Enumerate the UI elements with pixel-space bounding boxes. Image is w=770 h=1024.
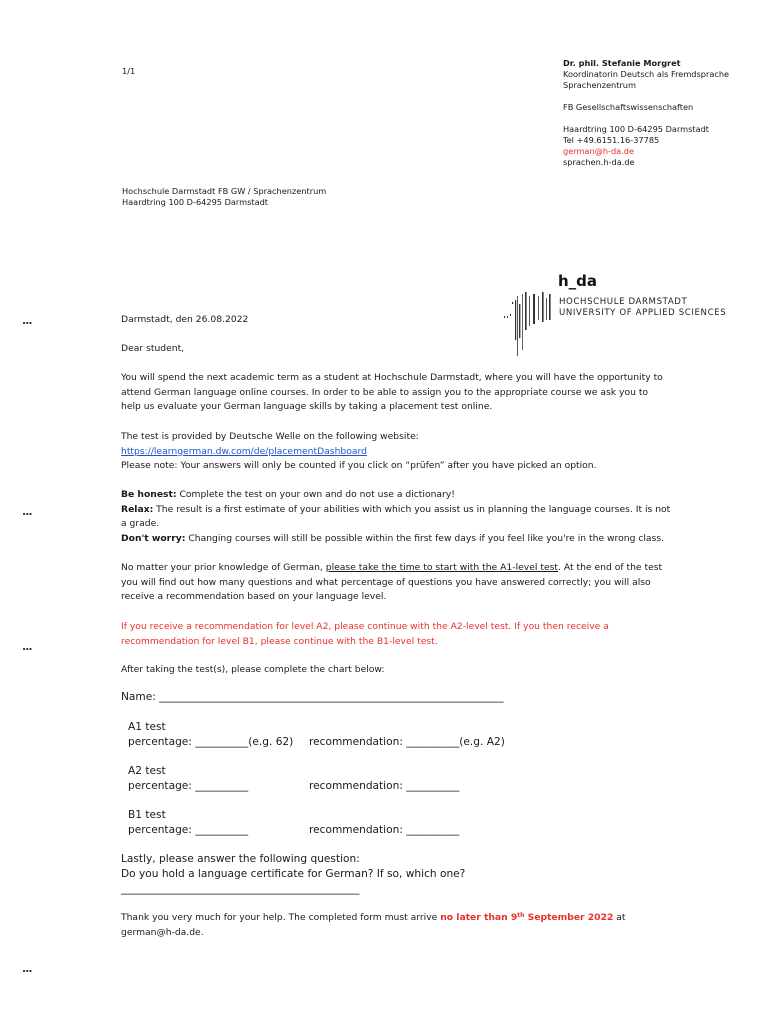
sender-phone: Tel +49.6151.16-37785 (563, 135, 660, 145)
relax-text-1: The result is a first estimate of your abilities with which you assist us in planning the language courses. It is not (153, 503, 671, 515)
sender-department: FB Gesellschaftswissenschaften (563, 102, 694, 112)
b1-recommendation-label: recommendation: (309, 824, 407, 836)
start-underlined: please take the time to start with the A1-level test (325, 562, 558, 573)
start-pre: No matter your prior knowledge of German, (121, 562, 326, 573)
letter-salutation: Dear student, (121, 343, 185, 354)
deadline-b: September 2022 (524, 912, 614, 923)
a2-percentage-label: percentage: (128, 780, 196, 792)
relax-text-2: a grade. (121, 518, 160, 530)
name-row (121, 690, 504, 705)
hda-logo-mark: h_da (558, 272, 598, 290)
intro-line-3: help us evaluate your German language skills by taking a placement test online. (121, 401, 493, 413)
test-info-paragraph (121, 430, 597, 474)
letter-date: Darmstadt, den 26.08.2022 (121, 314, 249, 325)
sender-email-link[interactable]: german@h-da.de (563, 146, 635, 156)
a1-percentage-label: percentage: (128, 736, 196, 748)
question-block (121, 852, 465, 897)
question-text: Do you hold a language certificate for German? If so, which one? (121, 868, 466, 880)
start-line-3: receive a recommendation based on your language level. (121, 591, 387, 603)
start-line-2: you will find out how many questions and what percentage of questions you have answered correctly; you will also (121, 576, 651, 588)
b1-recommendation-field[interactable]: __________ (406, 824, 460, 836)
a1-recommendation-row (309, 735, 505, 750)
start-post: . At the end of the test (557, 562, 663, 573)
a1-percentage-row (128, 735, 293, 750)
deadline-sup: th (517, 912, 525, 919)
red-notice (121, 620, 609, 649)
margin-marker-1: ... (22, 314, 32, 327)
a1-recommendation-label: recommendation: (309, 736, 407, 748)
start-paragraph (121, 561, 662, 605)
sender-block (563, 58, 729, 168)
red-notice-line-1: If you receive a recommendation for level A2, please continue with the A2-level test. If you then receive a (121, 621, 609, 632)
relax-label: Relax: (121, 503, 154, 515)
honest-label: Be honest: (121, 489, 177, 500)
placement-test-link[interactable]: https://learngerman.dw.com/de/placementDashboard (121, 445, 367, 457)
after-text: After taking the test(s), please complete the chart below: (121, 664, 385, 675)
b1-test-title: B1 test (128, 809, 166, 821)
worry-text: Changing courses will still be possible within the first few days if you feel like you're in the wrong class. (185, 532, 665, 544)
sender-web-link[interactable]: sprachen.h-da.de (563, 157, 635, 167)
a1-recommendation-field[interactable]: __________ (406, 736, 460, 748)
margin-marker-4: ... (22, 962, 32, 975)
a2-recommendation-label: recommendation: (309, 780, 407, 792)
logo-line-2: UNIVERSITY OF APPLIED SCIENCES (559, 308, 727, 318)
intro-line-2: attend German language online courses. In order to be able to assign you to the appropriate course we ask you to (121, 386, 649, 398)
a2-recommendation-field[interactable]: __________ (406, 780, 460, 792)
closing-email[interactable]: german@h-da.de. (121, 926, 204, 938)
sender-name: Dr. phil. Stefanie Morgret (563, 58, 681, 68)
note-text: Please note: Your answers will only be counted if you click on “prüfen” after you have picked an option. (121, 460, 597, 472)
intro-line-1: You will spend the next academic term as a student at Hochschule Darmstadt, where you will have the opportunity to (121, 372, 663, 383)
b1-percentage-row (128, 823, 248, 838)
closing-post: at (613, 912, 626, 923)
tips-paragraph (121, 488, 670, 546)
deadline-a: no later than 9 (440, 912, 518, 923)
sender-role: Koordinatorin Deutsch als Fremdsprache (563, 69, 730, 79)
a2-recommendation-row (309, 779, 459, 794)
a1-test-title: A1 test (128, 721, 166, 733)
honest-text: Complete the test on your own and do not use a dictionary! (176, 489, 455, 500)
recipient-line-2: Haardtring 100 D-64295 Darmstadt (122, 197, 269, 207)
red-notice-line-2: recommendation for level B1, please continue with the B1-level test. (121, 635, 438, 647)
a2-test-title: A2 test (128, 765, 166, 777)
recipient-line-1: Hochschule Darmstadt FB GW / Sprachenzentrum (122, 186, 327, 196)
intro-paragraph (121, 371, 663, 415)
recipient-address (122, 186, 326, 208)
a2-percentage-row (128, 779, 248, 794)
question-intro: Lastly, please answer the following question: (121, 853, 360, 865)
b1-percentage-label: percentage: (128, 824, 196, 836)
sender-unit: Sprachenzentrum (563, 80, 636, 90)
sender-address: Haardtring 100 D-64295 Darmstadt (563, 124, 710, 134)
a1-percentage-example: (e.g. 62) (248, 736, 294, 748)
logo-line-1: HOCHSCHULE DARMSTADT (559, 297, 688, 307)
worry-label: Don't worry: (121, 532, 186, 544)
b1-recommendation-row (309, 823, 459, 838)
b1-percentage-field[interactable]: __________ (195, 824, 249, 836)
closing-pre: Thank you very much for your help. The completed form must arrive (121, 912, 441, 923)
a1-recommendation-example: (e.g. A2) (459, 736, 505, 748)
margin-marker-2: ... (22, 505, 32, 518)
margin-marker-3: ... (22, 640, 32, 653)
a1-percentage-field[interactable]: __________ (195, 736, 249, 748)
hda-logo-graphic (502, 290, 554, 360)
closing-paragraph (121, 911, 626, 940)
certificate-answer-field[interactable]: _____________________________________________ (121, 883, 360, 895)
test-provider-text: The test is provided by Deutsche Welle on the following website: (121, 431, 419, 442)
a2-percentage-field[interactable]: __________ (195, 780, 249, 792)
page-number: 1/1 (122, 66, 136, 76)
name-field[interactable]: _________________________________________________________________ (159, 691, 504, 703)
name-label: Name: (121, 691, 160, 703)
